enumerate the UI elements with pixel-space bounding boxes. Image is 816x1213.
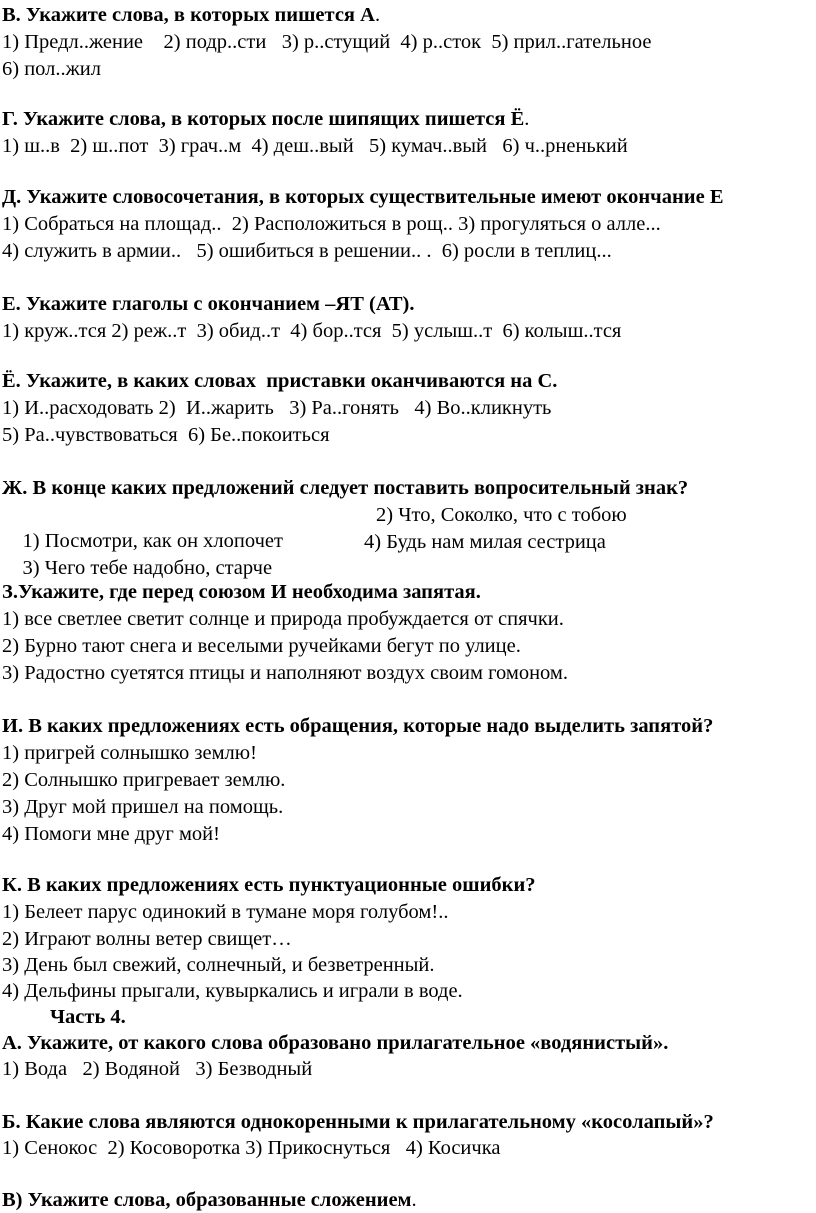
question-z-title: З.Укажите, где перед союзом И необходима запятая.: [2, 581, 481, 603]
question-k-option-2: 2) Играют волны ветер свищет…: [2, 928, 292, 950]
question-k-option-4: 4) Дельфины прыгали, кувыркались и играли в воде.: [2, 980, 463, 1002]
question-v-options-1: 1) Предл..жение 2) подр..сти 3) р..стущий 4) р..сток 5) прил..гательное: [2, 31, 652, 53]
question-yo-title: Ё. Укажите, в каких словах приставки оканчиваются на С.: [2, 370, 558, 392]
question-d-options-2: 4) служить в армии.. 5) ошибиться в решении.. . 6) росли в теплиц...: [2, 240, 612, 262]
question-z-option-2: 2) Бурно тают снега и веселыми ручейками бегут по улице.: [2, 635, 521, 657]
question-v-title-bold: В. Укажите слова, в которых пишется А: [2, 4, 375, 26]
question-v-title: [2, 2, 380, 28]
question-g-title-end: .: [524, 108, 530, 130]
part-4-heading: Часть 4.: [50, 1006, 126, 1028]
question-yo-options-2: 5) Ра..чувствоваться 6) Бе..покоиться: [2, 424, 330, 446]
question-a-options-1: 1) Вода 2) Водяной 3) Безводный: [2, 1058, 313, 1080]
question-i-option-1: 1) пригрей солнышко землю!: [2, 742, 257, 764]
question-yo-options-1: 1) И..расходовать 2) И..жарить 3) Ра..гонять 4) Во..кликнуть: [2, 397, 552, 419]
question-zh-option-2: 2) Что, Соколко, что с тобою: [376, 504, 627, 526]
question-zh-option-3: 3) Чего тебе надобно, старче: [22, 557, 273, 579]
question-vv-title: [2, 1187, 417, 1213]
question-v-title-end: .: [374, 4, 381, 26]
question-v-options-2: 6) пол..жил: [2, 58, 101, 80]
question-d-title: Д. Укажите словосочетания, в которых существительные имеют окончание Е: [2, 186, 724, 208]
question-b-options-1: 1) Сенокос 2) Косоворотка 3) Прикоснуться 4) Косичка: [2, 1137, 501, 1159]
question-g-title: [2, 106, 529, 132]
question-zh-option-4: 4) Будь нам милая сестрица: [364, 531, 606, 553]
question-k-title: К. В каких предложениях есть пунктуационные ошибки?: [2, 874, 536, 896]
question-g-options-1: 1) ш..в 2) ш..пот 3) грач..м 4) деш..вый 5) кумач..вый 6) ч..рненький: [2, 135, 628, 157]
question-a-title: А. Укажите, от какого слова образовано прилагательное «водянистый».: [2, 1032, 669, 1054]
question-i-option-4: 4) Помоги мне друг мой!: [2, 823, 220, 845]
question-z-option-1: 1) все светлее светит солнце и природа пробуждается от спячки.: [2, 608, 564, 630]
question-i-title: И. В каких предложениях есть обращения, которые надо выделить запятой?: [2, 715, 714, 737]
question-zh-options-2: [2, 529, 814, 579]
question-e-title: Е. Укажите глаголы с окончанием –ЯТ (АТ).: [2, 293, 415, 315]
question-i-option-2: 2) Солнышко пригревает землю.: [2, 769, 286, 791]
question-d-options-1: 1) Собраться на площад.. 2) Расположиться в рощ.. 3) прогуляться о алле...: [2, 213, 661, 235]
question-zh-title: Ж. В конце каких предложений следует поставить вопросительный знак?: [2, 477, 689, 499]
question-zh-option-1: 1) Посмотри, как он хлопочет: [22, 530, 283, 552]
question-vv-title-end: .: [411, 1189, 417, 1211]
question-i-option-3: 3) Друг мой пришел на помощь.: [2, 796, 284, 818]
question-g-title-bold: Г. Укажите слова, в которых после шипящих пишется Ё: [2, 108, 525, 130]
question-z-option-3: 3) Радостно суетятся птицы и наполняют воздух своим гомоном.: [2, 662, 568, 684]
question-e-options-1: 1) круж..тся 2) реж..т 3) обид..т 4) бор..тся 5) услыш..т 6) колыш..тся: [2, 320, 622, 342]
question-vv-title-bold: В) Укажите слова, образованные сложением: [2, 1189, 412, 1211]
question-b-title: Б. Какие слова являются однокоренными к прилагательному «косолапый»?: [2, 1111, 714, 1133]
question-k-option-3: 3) День был свежий, солнечный, и безветренный.: [2, 954, 435, 976]
question-k-option-1: 1) Белеет парус одинокий в тумане моря голубом!..: [2, 901, 449, 923]
